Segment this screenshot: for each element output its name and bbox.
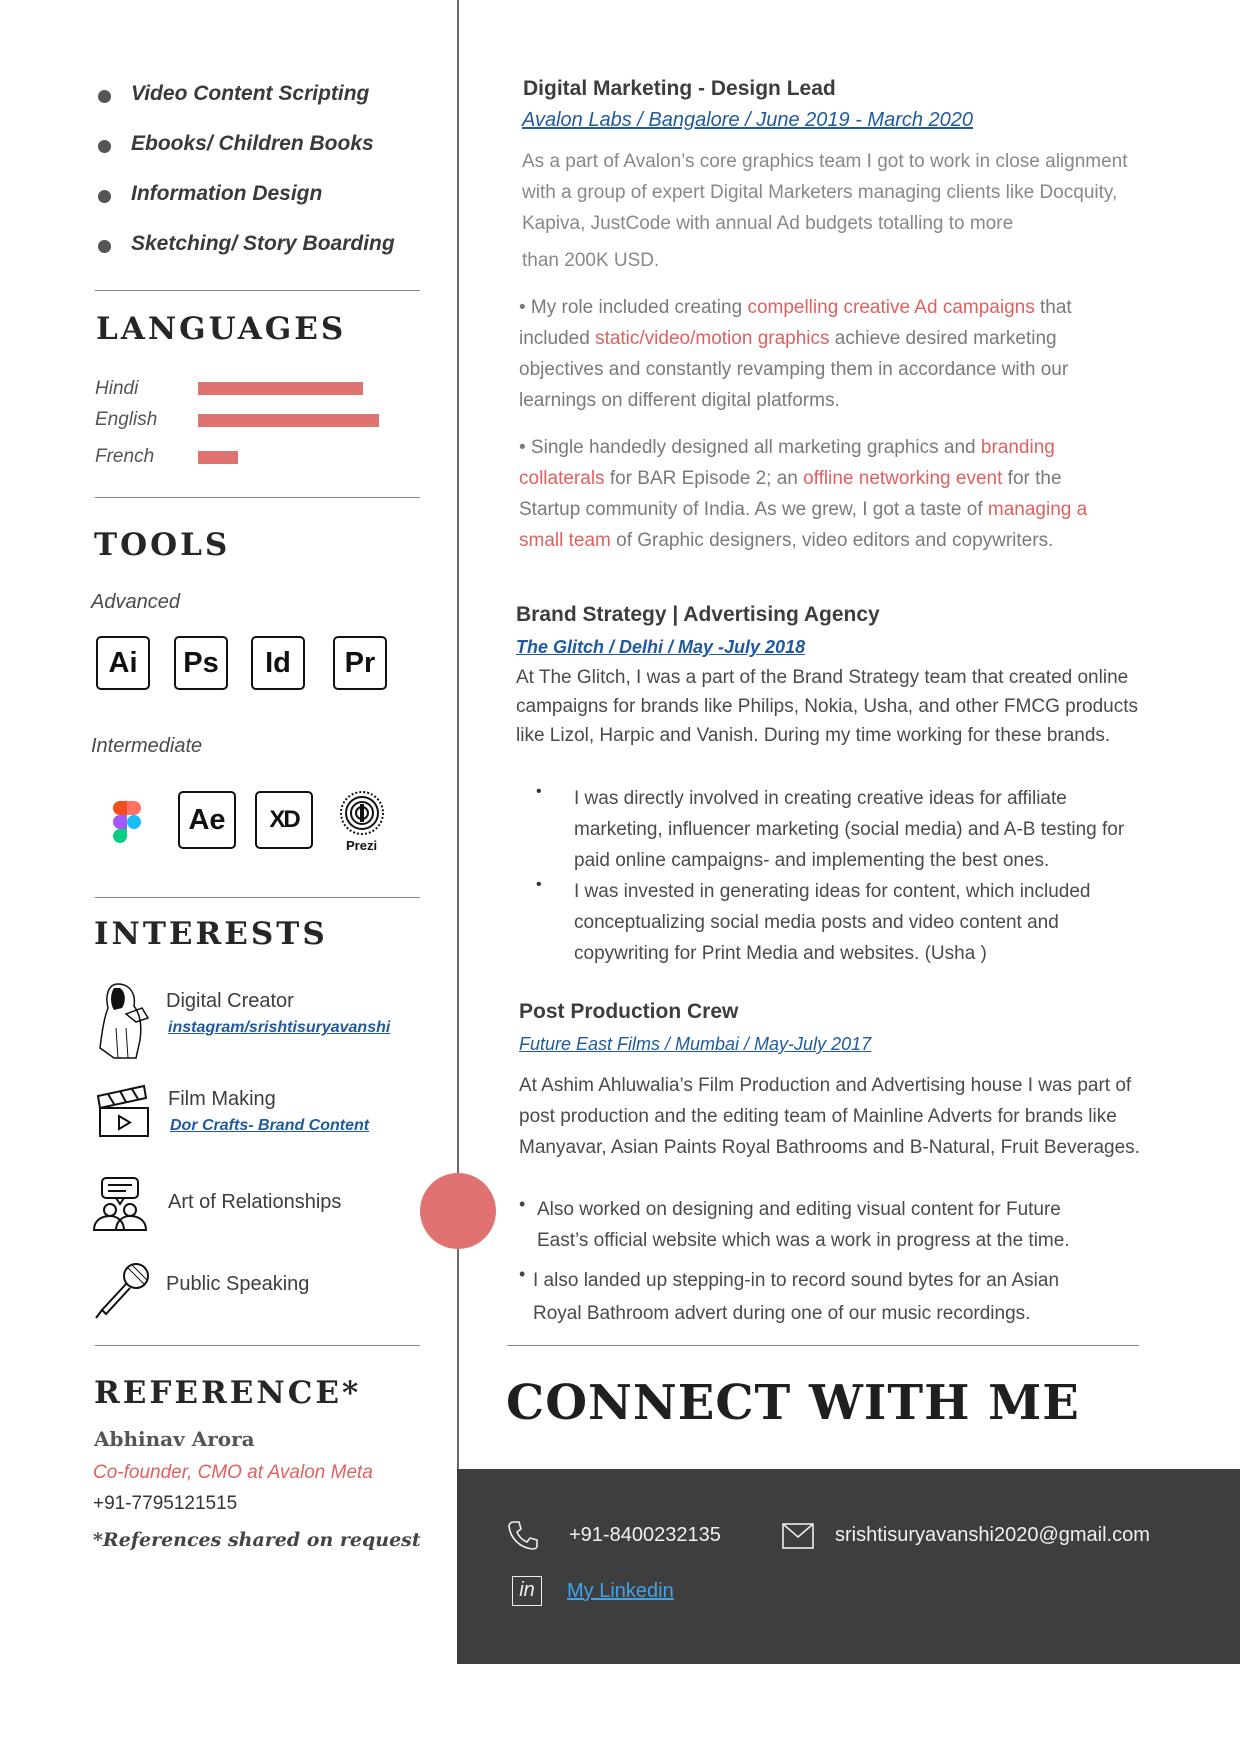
divider (507, 1345, 1139, 1346)
reference-note: *References shared on request (93, 1529, 421, 1551)
divider (95, 290, 420, 291)
job-bullet: I was directly involved in creating creative ideas for affiliate marketing, influencer marketing (social media) and A-B testing for paid online campaigns- and implementing the best ones. (574, 788, 1125, 871)
xd-icon: XD (255, 791, 313, 849)
text-line: Kapiva, JustCode with annual Ad budgets totalling to more (522, 213, 1014, 234)
bullet-icon (98, 140, 111, 153)
after-effects-icon: Ae (178, 791, 236, 849)
text-line: As a part of Avalon’s core graphics team I got to work in close alignment (522, 151, 1128, 172)
job-company-link[interactable]: The Glitch / Delhi / May -July 2018 (516, 637, 806, 657)
job-intro: At The Glitch, I was a part of the Brand Strategy team that created online campaigns for brands like Philips, Nokia, Usha, and other FMCG products like Lizol, Harpic and Vanish. During my time working for these brands. (516, 667, 1138, 746)
language-label: French (95, 446, 155, 467)
job-company-link[interactable]: Avalon Labs / Bangalore / June 2019 - March 2020 (522, 109, 974, 131)
bullet-icon: • (536, 876, 542, 893)
advanced-label: Advanced (91, 591, 180, 613)
job-bullet: I was invested in generating ideas for content, which included conceptualizing social media posts and video content and copywriting for Print Media and websites. (Usha ) (574, 881, 1091, 964)
contact-phone[interactable]: +91-8400232135 (569, 1524, 721, 1546)
prezi-label: Prezi (346, 838, 378, 853)
skill-label: Ebooks/ Children Books (131, 132, 374, 155)
job-title: Post Production Crew (519, 1000, 739, 1023)
linkedin-icon: in (512, 1576, 542, 1606)
language-label: English (95, 409, 158, 430)
illustrator-icon: Ai (96, 636, 150, 690)
digital-creator-icon (96, 978, 152, 1060)
job-bullet: • My role included creating compelling creative Ad campaigns that included static/video/motion graphics achieve desired marketing objectives and constantly revamping them in accordance with our learnings on different digital platforms. (519, 297, 1072, 411)
job-company-link[interactable]: Future East Films / Mumbai / May-July 2017 (519, 1034, 872, 1054)
text-line: than 200K USD. (522, 250, 660, 271)
language-level-bar (198, 451, 238, 464)
text-line: with a group of expert Digital Marketers managing clients like Docquity, (522, 182, 1118, 203)
job-intro (522, 146, 1162, 276)
skill-label: Sketching/ Story Boarding (131, 232, 395, 255)
relationships-icon (90, 1176, 150, 1232)
phone-icon (507, 1519, 539, 1551)
interest-title: Public Speaking (166, 1273, 310, 1295)
column-divider (457, 0, 459, 1664)
language-level-bar (198, 382, 363, 395)
microphone-icon (94, 1260, 152, 1320)
bullet-icon (98, 90, 111, 103)
instagram-link[interactable]: instagram/srishtisuryavanshi (168, 1019, 391, 1036)
language-level-bar (198, 414, 379, 427)
figma-icon (112, 800, 142, 846)
divider (95, 897, 420, 898)
reference-role: Co-founder, CMO at Avalon Meta (93, 1462, 373, 1483)
job-title: Brand Strategy | Advertising Agency (516, 603, 880, 626)
interest-title: Art of Relationships (168, 1191, 342, 1213)
skill-label: Video Content Scripting (131, 82, 370, 105)
premiere-icon: Pr (333, 636, 387, 690)
contact-footer (457, 1469, 1240, 1664)
indesign-icon: Id (251, 636, 305, 690)
accent-circle (420, 1173, 496, 1249)
bullet-icon: • (519, 1194, 526, 1214)
divider (95, 497, 420, 498)
mail-icon (782, 1523, 814, 1549)
intermediate-label: Intermediate (91, 735, 203, 757)
reference-heading: REFERENCE* (94, 1375, 362, 1411)
languages-heading: LANGUAGES (96, 311, 347, 347)
reference-name: Abhinav Arora (94, 1427, 255, 1451)
job-intro: At Ashim Ahluwalia’s Film Production and Advertising house I was part of post production and the editing team of Mainline Adverts for brands like Manyavar, Asian Paints Royal Bathrooms and B-Natural, Fruit Beverages. (519, 1075, 1140, 1158)
bullet-icon (98, 240, 111, 253)
reference-phone: +91-7795121515 (93, 1493, 238, 1514)
film-clapper-icon (96, 1084, 154, 1140)
interests-heading: INTERESTS (94, 916, 328, 952)
contact-email[interactable]: srishtisuryavanshi2020@gmail.com (835, 1524, 1150, 1546)
divider (95, 1345, 420, 1346)
interest-title: Digital Creator (166, 990, 294, 1012)
job-bullet: I also landed up stepping-in to record sound bytes for an Asian Royal Bathroom advert during one of our music recordings. (533, 1270, 1060, 1324)
dor-crafts-link[interactable]: Dor Crafts- Brand Content (170, 1117, 370, 1134)
language-label: Hindi (95, 378, 139, 399)
prezi-icon (339, 790, 385, 836)
photoshop-icon: Ps (174, 636, 228, 690)
job-bullet: Also worked on designing and editing visual content for Future East’s official website which was a work in progress at the time. (537, 1199, 1070, 1251)
skill-label: Information Design (131, 182, 323, 205)
job-title: Digital Marketing - Design Lead (523, 77, 836, 100)
interest-title: Film Making (168, 1088, 276, 1110)
bullet-icon: • (536, 783, 542, 800)
linkedin-link[interactable]: My Linkedin (567, 1580, 674, 1602)
job-bullet: • Single handedly designed all marketing graphics and branding collaterals for BAR Episode 2; an offline networking event for the Startup community of India. As we grew, I got a taste of managing a small team of Graphic designers, video editors and copywriters. (519, 437, 1088, 551)
connect-heading: CONNECT WITH ME (506, 1375, 1080, 1431)
tools-heading: TOOLS (94, 527, 231, 563)
bullet-icon (98, 190, 111, 203)
bullet-icon: • (519, 1264, 526, 1284)
